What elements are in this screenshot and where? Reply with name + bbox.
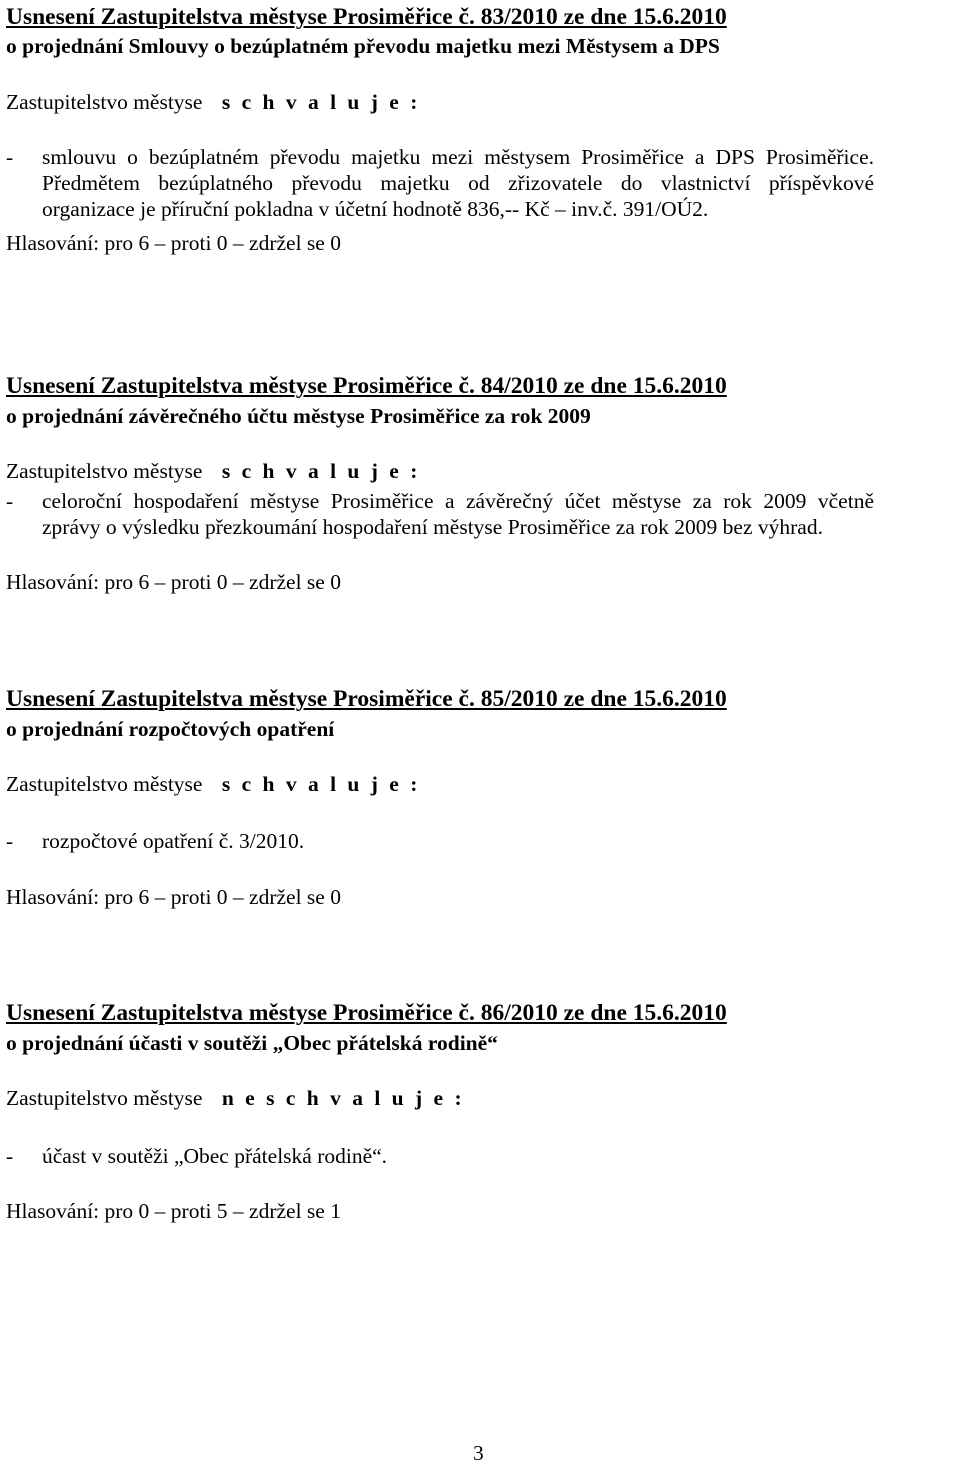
item-line: účast v soutěži „Obec přátelská rodině“. (42, 1144, 388, 1168)
item-line: Předmětem bezúplatného převodu majetku od zřizovatele do vlastnictví příspěvkové (42, 171, 874, 195)
resolution-title: Usnesení Zastupitelstva městyse Prosiměřice č. 86/2010 ze dne 15.6.2010 (6, 1000, 727, 1026)
vote-result: Hlasování: pro 6 – proti 0 – zdržel se 0 (6, 231, 341, 255)
vote-result: Hlasování: pro 0 – proti 5 – zdržel se 1 (6, 1199, 341, 1223)
resolution-item-text (42, 828, 874, 854)
council-decision-line (6, 774, 420, 796)
council-prefix: Zastupitelstvo městyse (6, 459, 203, 483)
resolution-subject: o projednání závěrečného účtu městyse Prosiměřice za rok 2009 (6, 404, 591, 428)
resolution-item-text (42, 1143, 874, 1169)
council-decision-line (6, 461, 420, 483)
resolution-title: Usnesení Zastupitelstva městyse Prosiměřice č. 84/2010 ze dne 15.6.2010 (6, 373, 727, 399)
item-dash: - (6, 145, 14, 169)
council-prefix: Zastupitelstvo městyse (6, 90, 203, 114)
vote-result: Hlasování: pro 6 – proti 0 – zdržel se 0 (6, 570, 341, 594)
decision-verb: s c h v a l u j e : (221, 772, 421, 796)
decision-verb: s c h v a l u j e : (221, 459, 421, 483)
resolution-subject: o projednání Smlouvy o bezúplatném převodu majetku mezi Městysem a DPS (6, 34, 720, 58)
resolution-title: Usnesení Zastupitelstva městyse Prosiměřice č. 85/2010 ze dne 15.6.2010 (6, 686, 727, 712)
council-decision-line (6, 1088, 465, 1110)
decision-verb: s c h v a l u j e : (221, 90, 421, 114)
item-line: zprávy o výsledku přezkoumání hospodaření městyse Prosiměřice za rok 2009 bez výhrad. (42, 515, 823, 539)
resolution-title: Usnesení Zastupitelstva městyse Prosiměřice č. 83/2010 ze dne 15.6.2010 (6, 4, 727, 30)
decision-verb: n e s c h v a l u j e : (221, 1086, 465, 1110)
item-line: organizace je příruční pokladna v účetní hodnotě 836,-- Kč – inv.č. 391/OÚ2. (42, 197, 709, 221)
council-prefix: Zastupitelstvo městyse (6, 1086, 203, 1110)
item-dash: - (6, 1144, 14, 1168)
page-number: 3 (473, 1441, 484, 1465)
council-decision-line (6, 92, 420, 114)
resolution-item-text (42, 488, 874, 540)
item-line: smlouvu o bezúplatném převodu majetku mezi městysem Prosiměřice a DPS Prosiměřice. (42, 145, 874, 169)
council-prefix: Zastupitelstvo městyse (6, 772, 203, 796)
vote-result: Hlasování: pro 6 – proti 0 – zdržel se 0 (6, 885, 341, 909)
item-dash: - (6, 489, 14, 513)
item-dash: - (6, 829, 14, 853)
item-line: rozpočtové opatření č. 3/2010. (42, 829, 305, 853)
resolution-subject: o projednání účasti v soutěži „Obec přátelská rodině“ (6, 1031, 498, 1055)
item-line: celoroční hospodaření městyse Prosiměřice a závěrečný účet městyse za rok 2009 včetně (42, 489, 874, 513)
resolution-item-text (42, 144, 874, 222)
resolution-subject: o projednání rozpočtových opatření (6, 717, 335, 741)
